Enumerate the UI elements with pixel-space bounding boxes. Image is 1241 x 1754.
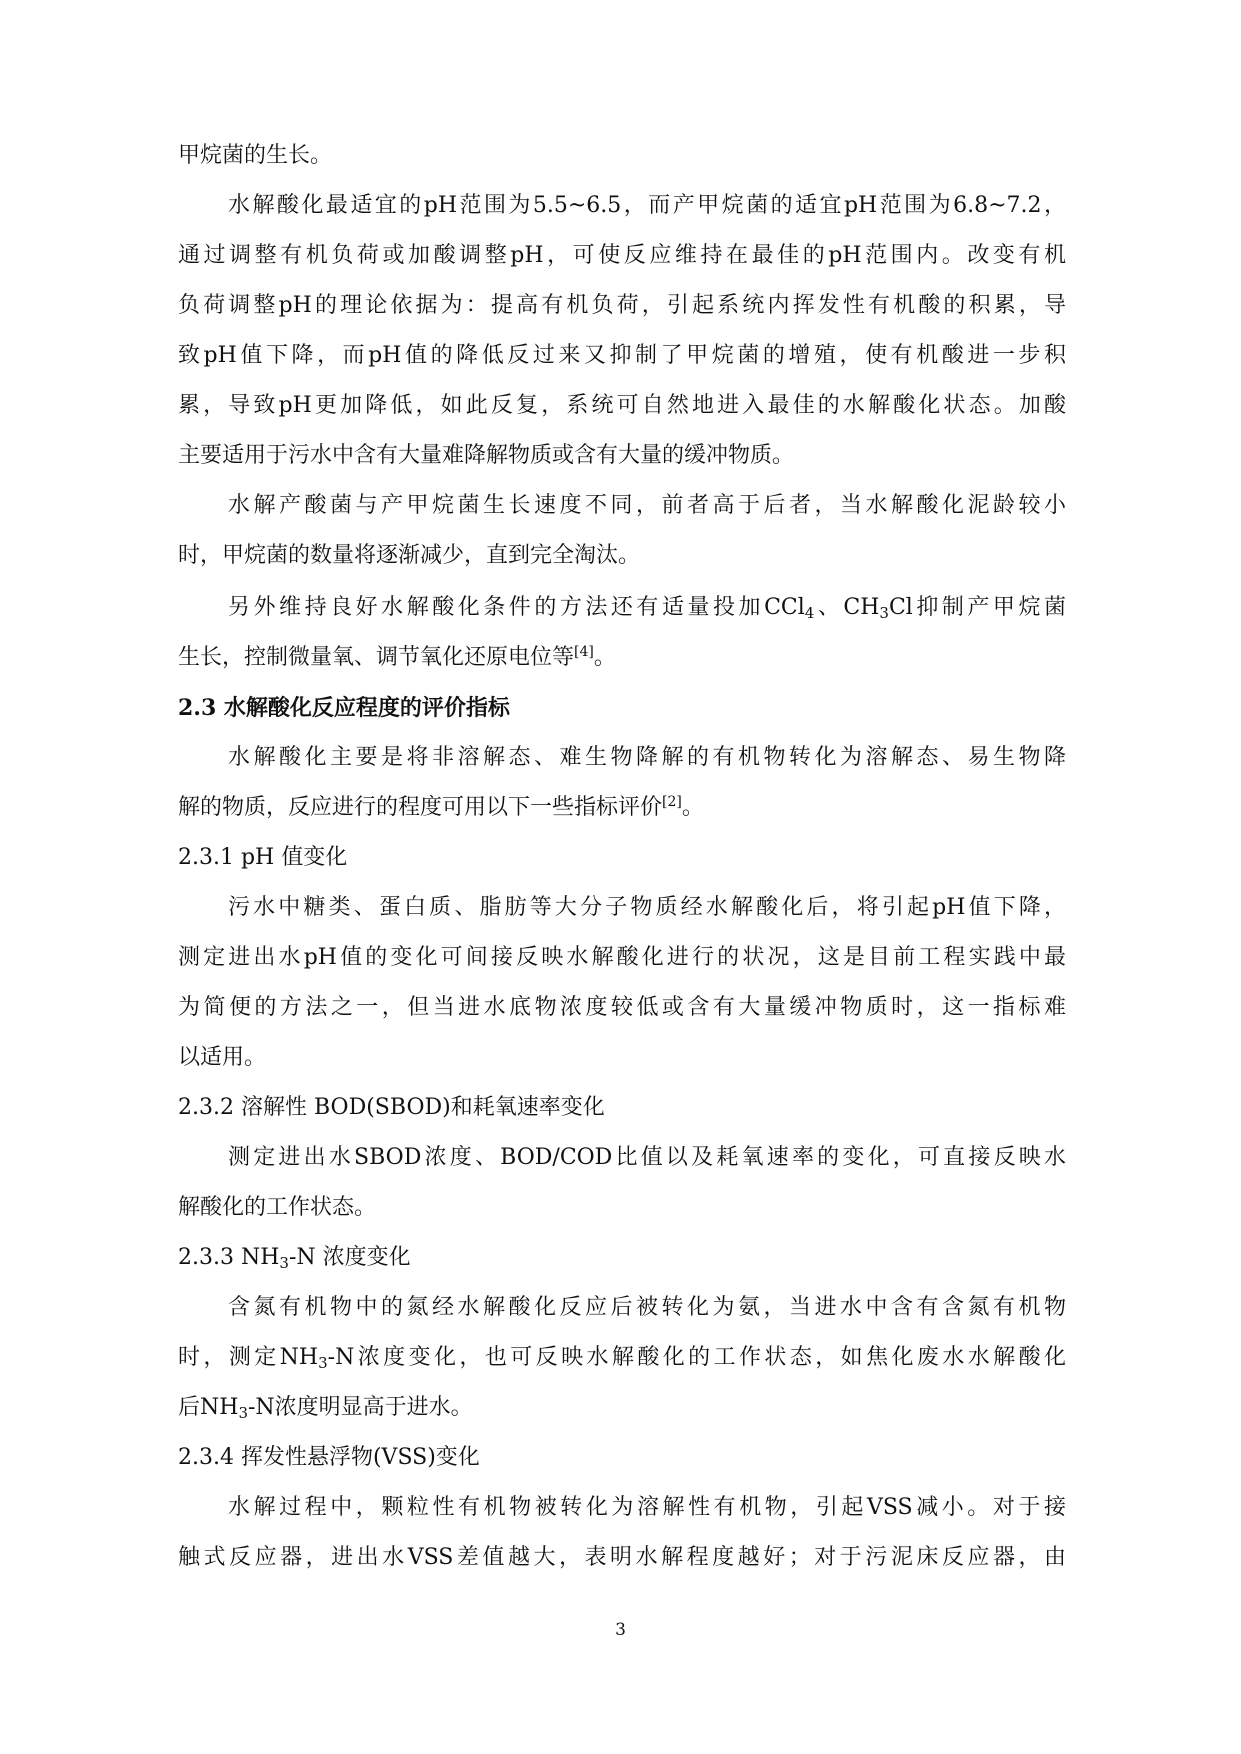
paragraph-line: 测定进出水SBOD浓度、BOD/COD比值以及耗氧速率的变化，可直接反映水 (228, 1145, 1066, 1170)
paragraph-line: 测定进出水pH值的变化可间接反映水解酸化进行的状况，这是目前工程实践中最 (178, 945, 1066, 970)
paragraph-line: 累，导致pH更加降低，如此反复，系统可自然地进入最佳的水解酸化状态。加酸 (178, 393, 1066, 418)
paragraph-line (178, 640, 616, 676)
paragraph-line: 水解过程中，颗粒性有机物被转化为溶解性有机物，引起VSS减小。对于接 (228, 1495, 1066, 1520)
section-heading-2-3-4: 2.3.4 挥发性悬浮物(VSS)变化 (178, 1445, 480, 1470)
text-run: -N浓度明显高于进水。 (247, 1395, 473, 1420)
text-run: 另外维持良好水解酸化条件的方法还有适量投加CCl (228, 595, 805, 620)
paragraph-line: 水解酸化主要是将非溶解态、难生物降解的有机物转化为溶解态、易生物降 (228, 745, 1066, 770)
paragraph-line: 水解酸化最适宜的pH范围为5.5~6.5，而产甲烷菌的适宜pH范围为6.8~7.2， (228, 193, 1066, 218)
citation: [2] (662, 794, 682, 810)
text-run: -N 浓度变化 (288, 1245, 411, 1270)
paragraph-line: 含氮有机物中的氮经水解酸化反应后被转化为氨，当进水中含有含氮有机物 (228, 1295, 1066, 1320)
paragraph-line: 以适用。 (178, 1045, 267, 1070)
text-run: 生长，控制微量氧、调节氧化还原电位等 (178, 645, 575, 670)
paragraph-line: 时，甲烷菌的数量将逐渐减少，直到完全淘汰。 (178, 543, 641, 568)
subscript: 3 (879, 604, 889, 622)
section-heading-2-3-1: 2.3.1 pH 值变化 (178, 845, 348, 870)
text-run: 后NH (178, 1395, 239, 1420)
text-run: 。 (593, 645, 616, 670)
subscript: 3 (279, 1254, 289, 1272)
paragraph-line: 解酸化的工作状态。 (178, 1195, 377, 1220)
text-run: 2.3.3 NH (178, 1245, 280, 1270)
page-number: 3 (615, 1620, 626, 1640)
paragraph-line: 主要适用于污水中含有大量难降解物质或含有大量的缓冲物质。 (178, 443, 795, 468)
paragraph-line: 负荷调整pH的理论依据为：提高有机负荷，引起系统内挥发性有机酸的积累，导 (178, 293, 1066, 318)
subscript: 4 (804, 604, 815, 622)
section-heading-2-3-3 (178, 1240, 411, 1276)
text-run: 、CH (814, 595, 880, 620)
paragraph-line: 水解产酸菌与产甲烷菌生长速度不同，前者高于后者，当水解酸化泥龄较小 (228, 493, 1066, 518)
paragraph-line: 为简便的方法之一，但当进水底物浓度较低或含有大量缓冲物质时，这一指标难 (178, 995, 1066, 1020)
subscript: 3 (318, 1354, 328, 1372)
text-run: Cl抑制产甲烷菌 (888, 595, 1066, 620)
paragraph-line (228, 590, 1066, 626)
paragraph-line: 触式反应器，进出水VSS差值越大，表明水解程度越好；对于污泥床反应器，由 (178, 1545, 1066, 1570)
paragraph-line (178, 1390, 473, 1426)
section-heading-2-3: 2.3 水解酸化反应程度的评价指标 (178, 695, 510, 721)
text-run: 时，测定NH (178, 1345, 319, 1370)
section-heading-2-3-2: 2.3.2 溶解性 BOD(SBOD)和耗氧速率变化 (178, 1095, 605, 1120)
text-run: 解的物质，反应进行的程度可用以下一些指标评价 (178, 795, 663, 820)
citation: [4] (574, 644, 594, 660)
subscript: 3 (238, 1404, 248, 1422)
paragraph-line: 通过调整有机负荷或加酸调整pH，可使反应维持在最佳的pH范围内。改变有机 (178, 243, 1066, 268)
text-run: -N浓度变化，也可反映水解酸化的工作状态，如焦化废水水解酸化 (327, 1345, 1067, 1370)
text-run: 。 (681, 795, 704, 820)
paragraph-line (178, 1340, 1066, 1376)
paragraph-line (178, 790, 704, 826)
paragraph-line: 致pH值下降，而pH值的降低反过来又抑制了甲烷菌的增殖，使有机酸进一步积 (178, 343, 1066, 368)
paragraph-line: 甲烷菌的生长。 (178, 143, 333, 168)
paragraph-line: 污水中糖类、蛋白质、脂肪等大分子物质经水解酸化后，将引起pH值下降， (228, 895, 1066, 920)
